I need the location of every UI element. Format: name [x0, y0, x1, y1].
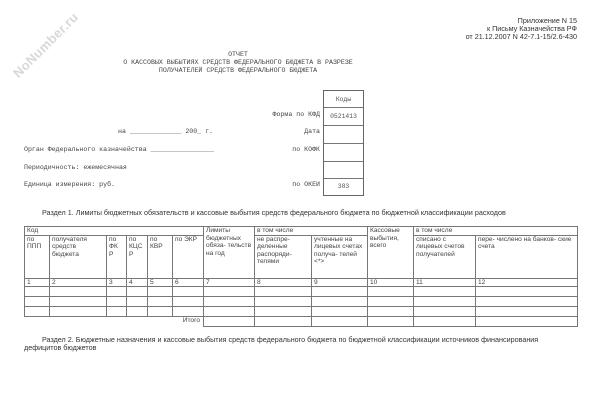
column-number: 12 — [476, 278, 578, 287]
column-numbers-row — [25, 278, 578, 287]
table-cell[interactable] — [50, 297, 107, 307]
code-form-kfd[interactable]: 0521413 — [324, 108, 363, 126]
table-cell[interactable] — [148, 287, 173, 297]
column-number: 4 — [127, 278, 148, 287]
table-cell[interactable] — [414, 287, 476, 297]
table-cell[interactable] — [204, 307, 255, 317]
report-title: ОТЧЕТ — [228, 51, 248, 58]
table-cell[interactable] — [25, 297, 50, 307]
table-cell[interactable] — [173, 297, 204, 307]
codes-box — [323, 90, 364, 196]
table-cell[interactable] — [476, 307, 578, 317]
section-2-title-line-2: дефицитов бюджетов — [24, 343, 97, 352]
header-col-4: по КЦС Р — [127, 235, 148, 278]
header-col-9: учтенные на лицевых счетах получа- телей <*> — [312, 235, 368, 278]
table-cell[interactable] — [476, 287, 578, 297]
header-code: Код — [25, 227, 204, 236]
table-row — [25, 297, 578, 307]
codes-header: Коды — [324, 91, 363, 108]
total-cell[interactable] — [312, 317, 368, 327]
table-cell[interactable] — [476, 297, 578, 307]
header-col-11: списано с лицевых счетов получателей — [414, 235, 476, 278]
organ-blank[interactable]: ________________ — [150, 146, 214, 153]
section-1-table — [24, 226, 578, 327]
table-cell[interactable] — [173, 287, 204, 297]
table-cell[interactable] — [127, 307, 148, 317]
total-cell[interactable] — [476, 317, 578, 327]
header-col-10: Кассовые выбытия, всего — [368, 227, 414, 279]
organ-label: Орган Федерального казначейства — [24, 146, 147, 153]
header-col-5: по КВР — [148, 235, 173, 278]
header-col-2: получателя средств бюджета — [50, 235, 107, 278]
periodicity: Периодичность: ежемесячная — [24, 164, 127, 171]
table-cell[interactable] — [368, 297, 414, 307]
column-number: 3 — [107, 278, 127, 287]
column-number: 5 — [148, 278, 173, 287]
column-number: 7 — [204, 278, 255, 287]
table-cell[interactable] — [204, 287, 255, 297]
table-cell[interactable] — [25, 307, 50, 317]
table-cell[interactable] — [368, 287, 414, 297]
label-date: Дата — [304, 128, 320, 135]
table-cell[interactable] — [173, 307, 204, 317]
column-number: 6 — [173, 278, 204, 287]
section-1-title: Раздел 1. Лимиты бюджетных обязательств и кассовые выбытия средств федерального бюджета по бюджетной классификации расходов — [42, 208, 506, 217]
table-cell[interactable] — [107, 307, 127, 317]
table-cell[interactable] — [312, 307, 368, 317]
code-date[interactable] — [324, 126, 363, 144]
table-cell[interactable] — [204, 297, 255, 307]
watermark: NoNumber.ru — [10, 9, 82, 81]
total-cell[interactable] — [204, 317, 255, 327]
table-cell[interactable] — [25, 287, 50, 297]
table-row — [25, 287, 578, 297]
total-cell[interactable] — [255, 317, 312, 327]
header-col-3: по ФК Р — [107, 235, 127, 278]
code-blank[interactable] — [324, 162, 363, 179]
header-col-7: Лимиты бюджетных обяза- тельств на год — [204, 227, 255, 279]
table-cell[interactable] — [312, 297, 368, 307]
table-cell[interactable] — [414, 307, 476, 317]
column-number: 10 — [368, 278, 414, 287]
label-kofk: по КОФК — [292, 146, 320, 153]
total-cell[interactable] — [414, 317, 476, 327]
total-label: Итого — [182, 317, 200, 325]
section-2-title-line-1: Раздел 2. Бюджетные назначения и кассовые выбытия средств федерального бюджета по бюджетной классификации источников финансирования — [42, 335, 539, 344]
table-cell[interactable] — [414, 297, 476, 307]
table-cell[interactable] — [255, 307, 312, 317]
appendix-line-2: к Письму Казначейства РФ — [486, 24, 577, 33]
report-subtitle-2: ПОЛУЧАТЕЛЕЙ СРЕДСТВ ФЕДЕРАЛЬНОГО БЮДЖЕТА — [158, 67, 318, 74]
table-cell[interactable] — [50, 287, 107, 297]
date-line — [118, 128, 213, 135]
table-cell[interactable] — [255, 297, 312, 307]
appendix-line-1: Приложение N 15 — [517, 16, 577, 25]
table-cell[interactable] — [368, 307, 414, 317]
date-year: 200_ г. — [185, 128, 214, 135]
table-cell[interactable] — [148, 297, 173, 307]
column-number: 1 — [25, 278, 50, 287]
appendix-line-3: от 21.12.2007 N 42-7.1-15/2.6-430 — [465, 32, 577, 41]
date-blank[interactable]: _____________ — [129, 128, 182, 135]
header-col-8: не распре- деленные распоряди- телями — [255, 235, 312, 278]
table-cell[interactable] — [127, 287, 148, 297]
table-cell[interactable] — [148, 307, 173, 317]
column-number: 8 — [255, 278, 312, 287]
code-okei[interactable]: 383 — [337, 183, 350, 190]
code-kofk[interactable] — [324, 144, 363, 162]
organ-line — [24, 146, 214, 153]
table-cell[interactable] — [255, 287, 312, 297]
header-col-1: по ППП — [25, 235, 50, 278]
header-col-12: пере- числено на банков- ские счета — [476, 235, 578, 278]
table-cell[interactable] — [107, 297, 127, 307]
column-number: 2 — [50, 278, 107, 287]
table-cell[interactable] — [107, 287, 127, 297]
total-row — [25, 317, 578, 327]
date-prefix: на — [118, 128, 126, 135]
label-okei: по ОКЕИ — [292, 181, 320, 188]
header-in-that-number-2: в том числе — [414, 227, 578, 236]
unit-of-measure: Единица измерения: руб. — [24, 181, 116, 188]
table-cell[interactable] — [127, 297, 148, 307]
table-cell[interactable] — [312, 287, 368, 297]
report-subtitle-1: О КАССОВЫХ ВЫБЫТИЯХ СРЕДСТВ ФЕДЕРАЛЬНОГО БЮДЖЕТА В РАЗРЕЗЕ — [123, 59, 353, 66]
label-form-kfd: Форма по КФД — [272, 111, 320, 118]
column-number: 9 — [312, 278, 368, 287]
column-number: 11 — [414, 278, 476, 287]
header-in-that-number-1: в том числе — [255, 227, 368, 236]
header-col-6: по ЭКР — [173, 235, 204, 278]
table-cell[interactable] — [50, 307, 107, 317]
table-row — [25, 307, 578, 317]
total-cell[interactable] — [368, 317, 414, 327]
